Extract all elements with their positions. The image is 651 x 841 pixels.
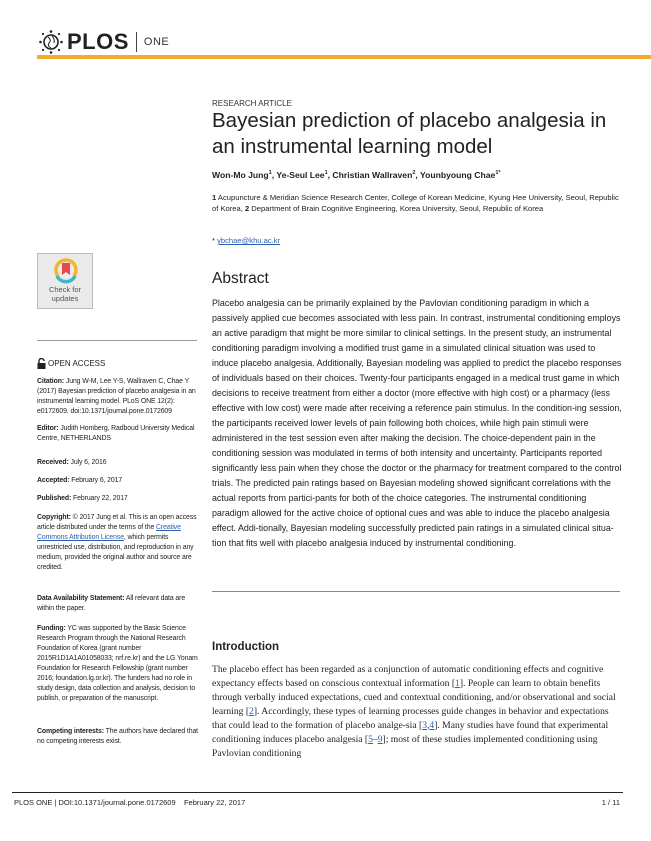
- author-affiliation: 1: [495, 170, 499, 177]
- affiliation-text: Department of Brain Cognitive Engineering, Korea University, Seoul, Republic of Korea: [249, 204, 544, 213]
- intro-text-part: The placebo effect has been regarded as a conjunction of automatic conditioning effects and cognitive expectancy effects based on conscious contextual information [: [212, 664, 604, 689]
- reference-link[interactable]: 2: [249, 706, 254, 717]
- affiliations: [212, 192, 620, 214]
- editor-block: [37, 424, 202, 444]
- abstract-heading: Abstract: [212, 270, 269, 287]
- introduction-heading: Introduction: [212, 641, 280, 653]
- check-for-updates-label: Check for updates: [48, 285, 82, 303]
- intro-text-part: ]; most of these studies implemented conditioning using Pavlovian conditioning: [212, 734, 598, 759]
- author-separator: ,: [415, 170, 421, 180]
- logo-journal-text: ONE: [143, 36, 170, 48]
- competing-interests-label: Competing interests:: [37, 728, 104, 735]
- author-name[interactable]: Younbyoung Chae: [420, 170, 496, 180]
- received-date: July 6, 2016: [68, 459, 107, 466]
- data-availability-text: All relevant data are within the paper.: [37, 595, 186, 612]
- competing-interests-text: The authors have declared that no competing interests exist.: [37, 728, 198, 745]
- open-lock-icon: [37, 358, 46, 369]
- author-name[interactable]: Christian Wallraven: [332, 170, 413, 180]
- reference-link[interactable]: 9: [377, 734, 383, 745]
- affiliation-text: Acupuncture & Meridian Science Research Center, College of Korean Medicine, Kyung Hee University, Seoul, Republic of Korea,: [212, 193, 619, 213]
- citation-label: Citation:: [37, 378, 65, 385]
- author-name[interactable]: Ye-Seul Lee: [276, 170, 325, 180]
- logo-plos-text: PLOS: [67, 29, 129, 54]
- intro-text-part: ,: [426, 720, 430, 731]
- open-access-badge: [37, 358, 105, 369]
- author-list: [212, 170, 620, 180]
- email-prefix: *: [212, 236, 218, 245]
- copyright-block: [37, 513, 202, 573]
- competing-interests-block: [37, 727, 202, 747]
- abstract-text: Placebo analgesia can be primarily explained by the Pavlovian conditioning paradigm in which a passively applied cue becomes associated with less pain. In contrast, instrumental conditioning employs an active paradigm that might be more similar to clinical settings. In the present study, an instrumental conditioning paradigm involving a modified trust game in a simulated clinical situation was used to induce placebo analgesia. Additionally, Bayesian modeling was applied to predict the placebo responses of individuals based on their choices. Twenty-four participants engaged in a medical trust game in which decisions to receive treatment from either a doctor (more effective with high cost) or a pharmacy (less effective with low cost) were made after receiving a reference pain stimulus. In the condition-ing session, the participants received lower levels of pain following both choices, while high pain stimuli were administered in the test session even after making the decision. The choice-dependent pain in the conditioning session was modulated in terms of both intensity and uncertainty. Participants reported significantly less pain when they chose the doctor or the pharmacy for treatment compared to the control trials. The predicted pain ratings based on Bayesian modeling showed significant correlations with the actual reports from partici-pants for both of the choice categories. The instrumental conditioning paradigm allowed for the active choice of optional cues and was able to induce the placebo analgesia effect. Addi-tionally, Bayesian modeling successfully predicted pain ratings in a simulated clinical situa-tion that fits well with placebo analgesia induced by instrumental conditioning.: [212, 298, 622, 548]
- accepted-label: Accepted:: [37, 477, 70, 484]
- funding-label: Funding:: [37, 625, 66, 632]
- reference-link[interactable]: 5: [368, 734, 373, 745]
- abstract-divider: [212, 591, 620, 592]
- logo-divider: [136, 32, 137, 52]
- open-access-label: OPEN ACCESS: [48, 359, 106, 368]
- reference-link[interactable]: 3: [422, 720, 427, 731]
- corresponding-email: [212, 236, 620, 245]
- copyright-text: , which permits unrestricted use, distribution, and reproduction in any medium, provided the original author and source are credited.: [37, 534, 194, 571]
- footer-citation: PLOS ONE | DOI:10.1371/journal.pone.0172609 February 22, 2017: [14, 798, 246, 807]
- editor-label: Editor:: [37, 425, 59, 432]
- intro-text-part: ]. Accordingly, these types of learning processes guide changes in behavior and expectations that could lead to the formation of placebo analge-sia [: [212, 706, 609, 731]
- header-accent-bar: [37, 55, 651, 59]
- check-updates-icon: [53, 258, 79, 284]
- author-name[interactable]: Won-Mo Jung: [212, 170, 269, 180]
- received-label: Received:: [37, 459, 69, 466]
- plos-globe-icon: [38, 29, 64, 55]
- author-affiliation: 1: [268, 170, 272, 177]
- reference-link[interactable]: 4: [429, 720, 435, 731]
- author-separator: ,: [271, 170, 277, 180]
- published-label: Published:: [37, 495, 72, 502]
- article-type-label: RESEARCH ARTICLE: [212, 99, 292, 108]
- reference-link[interactable]: 1: [455, 678, 460, 689]
- page-number: 1 / 11: [601, 798, 620, 807]
- corresponding-mark: *: [498, 170, 501, 177]
- accepted-date: February 6, 2017: [69, 477, 123, 484]
- funding-block: [37, 624, 202, 704]
- published-date: February 22, 2017: [71, 495, 128, 502]
- received-block: [37, 458, 202, 468]
- funding-text: YC was supported by the Basic Science Research Program through the National Research Foundation of Korea (grant number 2015R1D1A1A01058033; nrf.re.kr) and the LG Yonam Foundation for Research Fellowship (grant number 2016; foundation.lg.or.kr). The funders had no role in study design, data collection and analysis, decision to publish, or preparation of the manuscript.: [37, 625, 198, 702]
- affiliation-number: 2: [244, 204, 250, 213]
- check-for-updates-button[interactable]: [37, 253, 93, 309]
- affiliation-number: 1: [212, 193, 217, 202]
- intro-text-part: –: [372, 734, 378, 745]
- email-link[interactable]: ybchae@khu.ac.kr: [217, 236, 281, 245]
- copyright-text: © 2017 Jung et al. This is an open access article distributed under the terms of the: [37, 514, 197, 531]
- article-title: Bayesian prediction of placebo analgesia in an instrumental learning model: [212, 109, 607, 158]
- intro-text-part: ]. Many studies have found that experimental conditioning induces placebo analgesia [: [212, 720, 609, 745]
- copyright-label: Copyright:: [37, 514, 71, 521]
- introduction-text: [212, 663, 622, 761]
- published-block: [37, 494, 202, 504]
- author-affiliation: 2: [412, 170, 416, 177]
- intro-text-part: ]. People can learn to obtain benefits through verbally induced expectations, cued and contextual conditioning, and/or observational and social learning [: [212, 678, 616, 717]
- data-availability-label: Data Availability Statement:: [37, 595, 125, 602]
- data-availability-block: [37, 594, 202, 614]
- accepted-block: [37, 476, 202, 486]
- citation-block: [37, 377, 202, 417]
- editor-text: Judith Homberg, Radboud University Medical Centre, NETHERLANDS: [37, 425, 195, 442]
- plos-one-logo: [38, 28, 169, 56]
- author-separator: ,: [327, 170, 333, 180]
- sidebar-divider: [37, 340, 197, 341]
- license-link[interactable]: Creative Commons Attribution License: [37, 524, 181, 541]
- citation-text: Jung W-M, Lee Y-S, Wallraven C, Chae Y (2017) Bayesian prediction of placebo analgesia in an instrumental learning model. PLoS ONE 12(2): e0172609. doi:10.1371/journal.pone.0172609: [37, 378, 196, 415]
- footer-divider: [12, 792, 623, 793]
- author-affiliation: 1: [324, 170, 328, 177]
